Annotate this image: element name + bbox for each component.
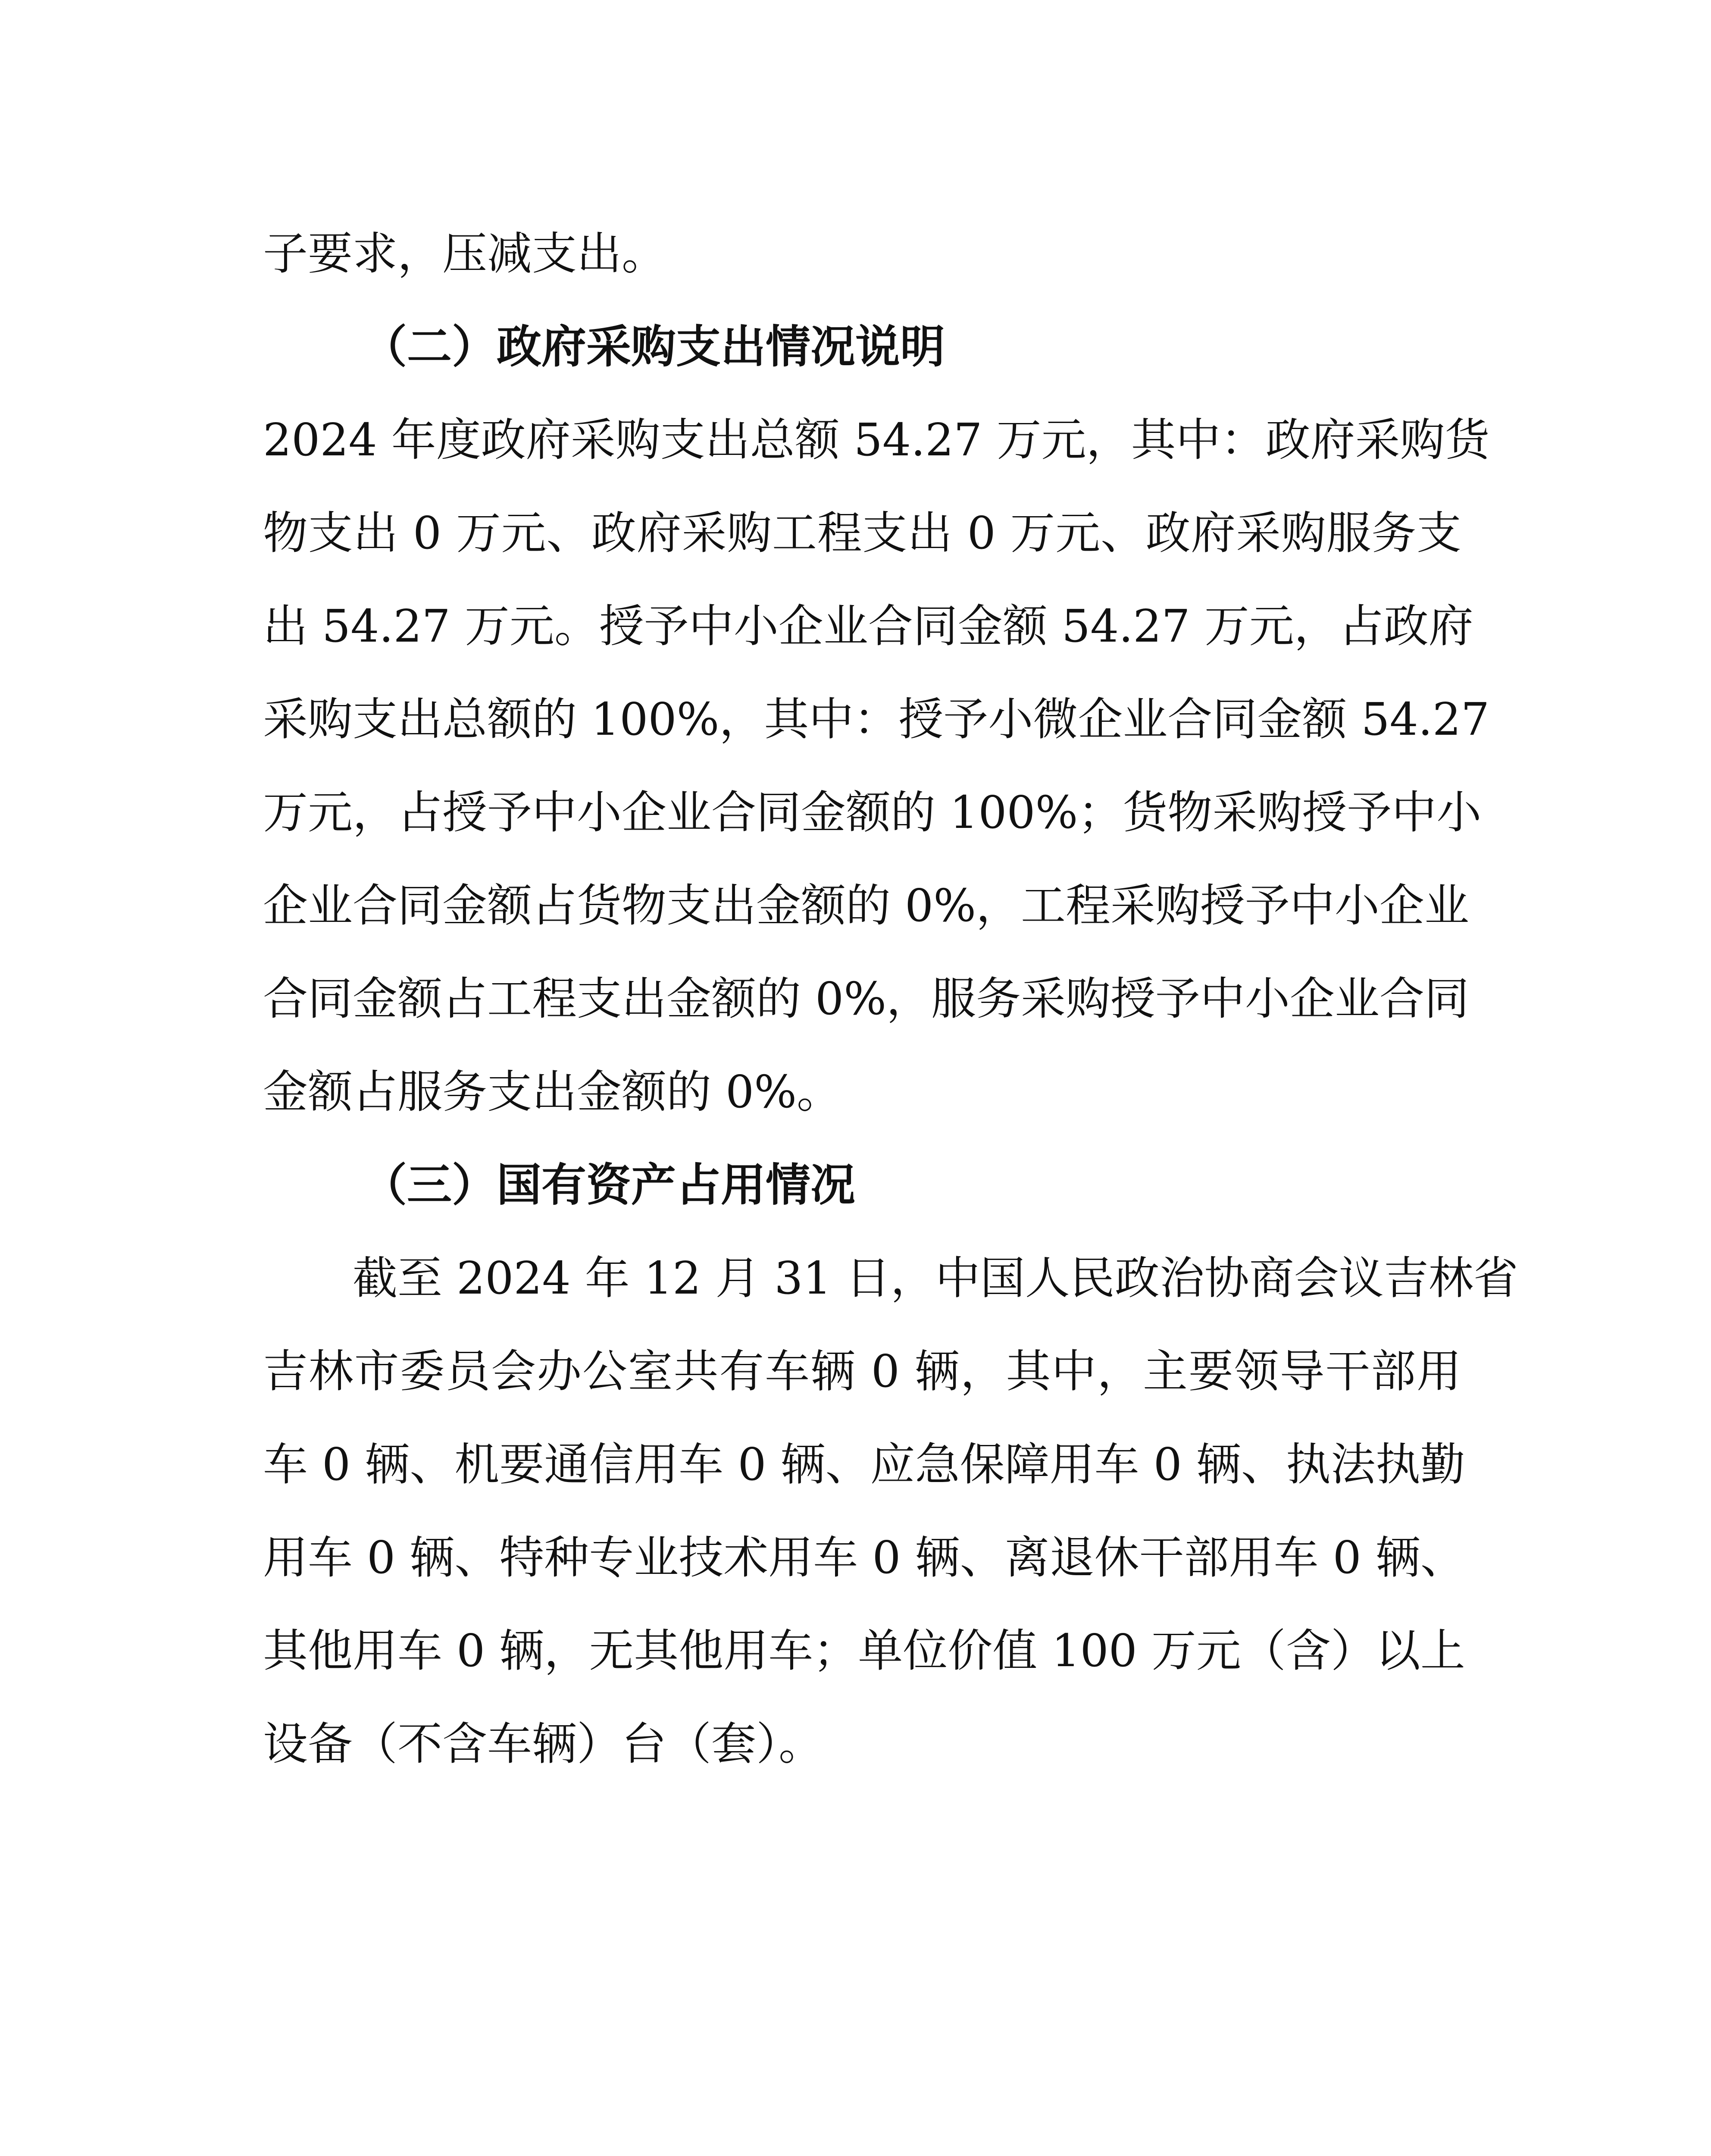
paragraph-line: 金额占服务支出金额的 0%。 <box>263 1065 842 1118</box>
paragraph-line: 吉林市委员会办公室共有车辆 0 辆，其中，主要领导干部用 <box>263 1345 1461 1398</box>
paragraph-line: 企业合同金额占货物支出金额的 0%，工程采购授予中小企业 <box>263 879 1470 932</box>
paragraph-line: 用车 0 辆、特种专业技术用车 0 辆、离退休干部用车 0 辆、 <box>263 1531 1465 1584</box>
paragraph-line: 合同金额占工程支出金额的 0%，服务采购授予中小企业合同 <box>263 972 1470 1025</box>
paragraph-line: 子要求，压减支出。 <box>263 227 667 280</box>
paragraph-line: 其他用车 0 辆，无其他用车；单位价值 100 万元（含）以上 <box>263 1624 1465 1677</box>
paragraph-line: 万元，占授予中小企业合同金额的 100%；货物采购授予中小 <box>263 786 1482 839</box>
paragraph-line: 车 0 辆、机要通信用车 0 辆、应急保障用车 0 辆、执法执勤 <box>263 1438 1465 1491</box>
paragraph-line: 截至 2024 年 12 月 31 日，中国人民政治协商会议吉林省 <box>353 1252 1518 1304</box>
section-heading-procurement: （二）政府采购支出情况说明 <box>362 320 945 373</box>
paragraph-line: 采购支出总额的 100%，其中：授予小微企业合同金额 54.27 <box>263 693 1490 746</box>
paragraph-line: 物支出 0 万元、政府采购工程支出 0 万元、政府采购服务支 <box>263 507 1461 559</box>
paragraph-line: 设备（不含车辆）台（套）。 <box>263 1717 824 1770</box>
document-body <box>263 207 1518 1790</box>
section-heading-assets: （三）国有资产占用情况 <box>362 1159 856 1211</box>
paragraph-line: 2024 年度政府采购支出总额 54.27 万元，其中：政府采购货 <box>263 414 1490 466</box>
paragraph-line: 出 54.27 万元。授予中小企业合同金额 54.27 万元，占政府 <box>263 600 1473 652</box>
